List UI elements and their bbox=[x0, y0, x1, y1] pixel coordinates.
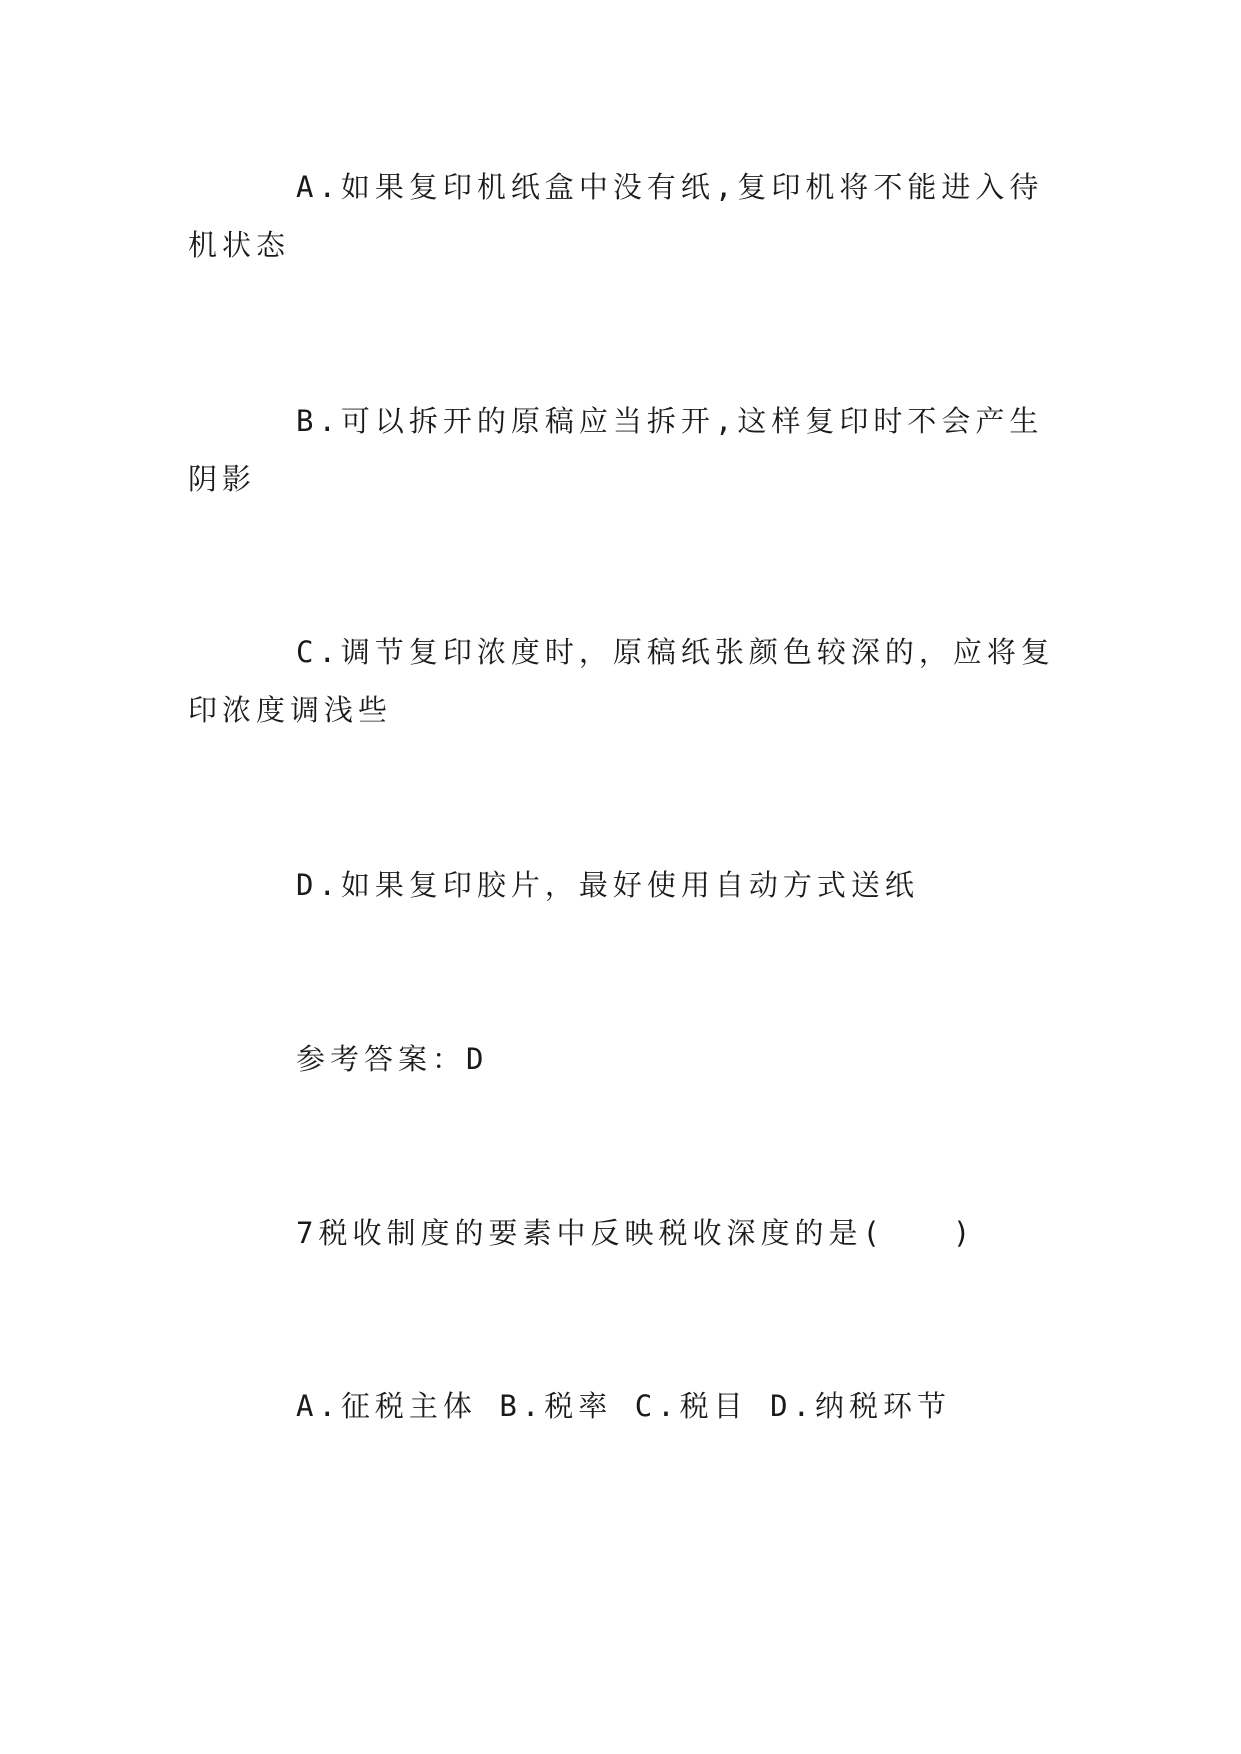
option-c-paragraph: C.调节复印浓度时，原稿纸张颜色较深的，应将复印浓度调浅些 bbox=[188, 635, 1055, 727]
option-b-paragraph: B.可以拆开的原稿应当拆开,这样复印时不会产生阴影 bbox=[188, 404, 1044, 496]
option-a-paragraph: A.如果复印机纸盒中没有纸,复印机将不能进入待机状态 bbox=[188, 170, 1044, 262]
question-7-options: A.征税主体 B.税率 C.税目 D.纳税环节 bbox=[296, 1389, 952, 1423]
option-d-paragraph: D.如果复印胶片，最好使用自动方式送纸 bbox=[296, 868, 919, 902]
reference-answer: 参考答案：D bbox=[296, 1042, 489, 1076]
question-7: 7税收制度的要素中反映税收深度的是( ) bbox=[296, 1216, 976, 1250]
